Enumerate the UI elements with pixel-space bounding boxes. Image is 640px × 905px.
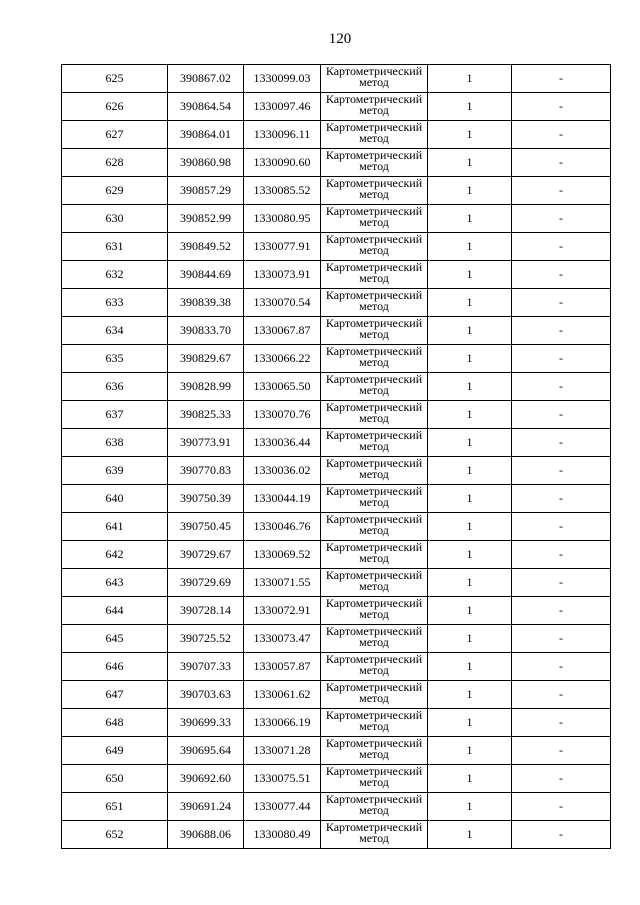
method-line-1: Картометрический [325, 736, 423, 750]
note-cell: - [512, 765, 611, 793]
point-number-cell: 627 [62, 121, 168, 149]
table-row [62, 709, 611, 737]
table-row [62, 317, 611, 345]
method-cell [321, 261, 428, 289]
method-line-1: Картометрический [325, 820, 423, 834]
method-line-1: Картометрический [325, 680, 423, 694]
table-row [62, 513, 611, 541]
accuracy-cell: 1 [428, 121, 512, 149]
point-number-cell: 631 [62, 233, 168, 261]
y-coordinate-cell: 1330061.62 [244, 681, 321, 709]
method-line-1: Картометрический [325, 456, 423, 470]
table-row [62, 289, 611, 317]
method-cell [321, 793, 428, 821]
method-line-1: Картометрический [325, 568, 423, 582]
method-cell [321, 513, 428, 541]
table-row [62, 625, 611, 653]
accuracy-cell: 1 [428, 485, 512, 513]
method-line-2: метод [359, 159, 389, 173]
note-cell: - [512, 289, 611, 317]
accuracy-cell: 1 [428, 597, 512, 625]
method-line-2: метод [359, 187, 389, 201]
method-cell [321, 821, 428, 849]
method-cell [321, 485, 428, 513]
method-line-2: метод [359, 103, 389, 117]
accuracy-cell: 1 [428, 709, 512, 737]
note-cell: - [512, 793, 611, 821]
method-line-2: метод [359, 131, 389, 145]
note-cell: - [512, 597, 611, 625]
note-cell: - [512, 401, 611, 429]
x-coordinate-cell: 390750.45 [168, 513, 244, 541]
method-line-1: Картометрический [325, 652, 423, 666]
table-row [62, 485, 611, 513]
accuracy-cell: 1 [428, 317, 512, 345]
method-line-2: метод [359, 411, 389, 425]
point-number-cell: 641 [62, 513, 168, 541]
y-coordinate-cell: 1330075.51 [244, 765, 321, 793]
method-cell [321, 429, 428, 457]
accuracy-cell: 1 [428, 569, 512, 597]
method-cell [321, 177, 428, 205]
table-row [62, 569, 611, 597]
accuracy-cell: 1 [428, 513, 512, 541]
x-coordinate-cell: 390691.24 [168, 793, 244, 821]
method-cell [321, 205, 428, 233]
note-cell: - [512, 121, 611, 149]
note-cell: - [512, 429, 611, 457]
x-coordinate-cell: 390833.70 [168, 317, 244, 345]
table-row [62, 429, 611, 457]
x-coordinate-cell: 390699.33 [168, 709, 244, 737]
point-number-cell: 626 [62, 93, 168, 121]
method-line-1: Картометрический [325, 428, 423, 442]
note-cell: - [512, 457, 611, 485]
y-coordinate-cell: 1330071.55 [244, 569, 321, 597]
point-number-cell: 637 [62, 401, 168, 429]
method-line-1: Картометрический [325, 232, 423, 246]
x-coordinate-cell: 390729.69 [168, 569, 244, 597]
x-coordinate-cell: 390729.67 [168, 541, 244, 569]
accuracy-cell: 1 [428, 821, 512, 849]
method-line-2: метод [359, 719, 389, 733]
x-coordinate-cell: 390844.69 [168, 261, 244, 289]
note-cell: - [512, 345, 611, 373]
note-cell: - [512, 681, 611, 709]
method-cell [321, 233, 428, 261]
method-line-1: Картометрический [325, 92, 423, 106]
accuracy-cell: 1 [428, 765, 512, 793]
point-number-cell: 632 [62, 261, 168, 289]
table-row [62, 345, 611, 373]
table-row [62, 149, 611, 177]
point-number-cell: 635 [62, 345, 168, 373]
method-line-1: Картометрический [325, 708, 423, 722]
table-row [62, 177, 611, 205]
method-line-1: Картометрический [325, 624, 423, 638]
x-coordinate-cell: 390688.06 [168, 821, 244, 849]
x-coordinate-cell: 390770.83 [168, 457, 244, 485]
y-coordinate-cell: 1330036.02 [244, 457, 321, 485]
note-cell: - [512, 541, 611, 569]
point-number-cell: 645 [62, 625, 168, 653]
y-coordinate-cell: 1330072.91 [244, 597, 321, 625]
accuracy-cell: 1 [428, 653, 512, 681]
y-coordinate-cell: 1330070.76 [244, 401, 321, 429]
coordinates-table [61, 64, 611, 849]
point-number-cell: 633 [62, 289, 168, 317]
method-line-2: метод [359, 579, 389, 593]
x-coordinate-cell: 390725.52 [168, 625, 244, 653]
note-cell: - [512, 737, 611, 765]
table-row [62, 541, 611, 569]
method-cell [321, 121, 428, 149]
method-line-1: Картометрический [325, 540, 423, 554]
y-coordinate-cell: 1330080.95 [244, 205, 321, 233]
table-row [62, 121, 611, 149]
method-cell [321, 737, 428, 765]
method-line-1: Картометрический [325, 260, 423, 274]
method-line-2: метод [359, 663, 389, 677]
method-line-2: метод [359, 299, 389, 313]
table-row [62, 737, 611, 765]
method-cell [321, 625, 428, 653]
note-cell: - [512, 373, 611, 401]
method-line-1: Картометрический [325, 344, 423, 358]
table-row [62, 261, 611, 289]
method-line-2: метод [359, 747, 389, 761]
note-cell: - [512, 317, 611, 345]
table-row [62, 205, 611, 233]
method-line-2: метод [359, 467, 389, 481]
note-cell: - [512, 93, 611, 121]
method-cell [321, 93, 428, 121]
method-line-2: метод [359, 635, 389, 649]
page-number: 120 [328, 31, 352, 47]
method-cell [321, 765, 428, 793]
method-cell [321, 653, 428, 681]
x-coordinate-cell: 390703.63 [168, 681, 244, 709]
point-number-cell: 634 [62, 317, 168, 345]
point-number-cell: 629 [62, 177, 168, 205]
method-cell [321, 373, 428, 401]
point-number-cell: 647 [62, 681, 168, 709]
method-cell [321, 569, 428, 597]
y-coordinate-cell: 1330077.91 [244, 233, 321, 261]
method-line-2: метод [359, 495, 389, 509]
note-cell: - [512, 205, 611, 233]
point-number-cell: 643 [62, 569, 168, 597]
note-cell: - [512, 65, 611, 93]
note-cell: - [512, 177, 611, 205]
point-number-cell: 638 [62, 429, 168, 457]
method-line-2: метод [359, 271, 389, 285]
y-coordinate-cell: 1330073.47 [244, 625, 321, 653]
point-number-cell: 650 [62, 765, 168, 793]
method-cell [321, 457, 428, 485]
method-line-2: метод [359, 243, 389, 257]
y-coordinate-cell: 1330057.87 [244, 653, 321, 681]
table-row [62, 821, 611, 849]
y-coordinate-cell: 1330036.44 [244, 429, 321, 457]
method-line-2: метод [359, 439, 389, 453]
method-cell [321, 597, 428, 625]
table-row [62, 597, 611, 625]
point-number-cell: 644 [62, 597, 168, 625]
accuracy-cell: 1 [428, 65, 512, 93]
method-line-2: метод [359, 803, 389, 817]
table-row [62, 65, 611, 93]
x-coordinate-cell: 390829.67 [168, 345, 244, 373]
point-number-cell: 636 [62, 373, 168, 401]
point-number-cell: 628 [62, 149, 168, 177]
table-row [62, 233, 611, 261]
x-coordinate-cell: 390860.98 [168, 149, 244, 177]
method-line-1: Картометрический [325, 176, 423, 190]
table-row [62, 793, 611, 821]
y-coordinate-cell: 1330077.44 [244, 793, 321, 821]
method-line-1: Картометрический [325, 64, 423, 78]
point-number-cell: 648 [62, 709, 168, 737]
point-number-cell: 630 [62, 205, 168, 233]
y-coordinate-cell: 1330085.52 [244, 177, 321, 205]
accuracy-cell: 1 [428, 177, 512, 205]
y-coordinate-cell: 1330065.50 [244, 373, 321, 401]
y-coordinate-cell: 1330066.19 [244, 709, 321, 737]
note-cell: - [512, 625, 611, 653]
accuracy-cell: 1 [428, 205, 512, 233]
accuracy-cell: 1 [428, 261, 512, 289]
point-number-cell: 651 [62, 793, 168, 821]
note-cell: - [512, 709, 611, 737]
method-line-2: метод [359, 327, 389, 341]
x-coordinate-cell: 390825.33 [168, 401, 244, 429]
method-line-1: Картометрический [325, 596, 423, 610]
y-coordinate-cell: 1330097.46 [244, 93, 321, 121]
y-coordinate-cell: 1330066.22 [244, 345, 321, 373]
method-line-2: метод [359, 831, 389, 845]
note-cell: - [512, 569, 611, 597]
method-line-2: метод [359, 383, 389, 397]
note-cell: - [512, 513, 611, 541]
note-cell: - [512, 485, 611, 513]
method-cell [321, 149, 428, 177]
table-row [62, 765, 611, 793]
table-row [62, 93, 611, 121]
method-line-1: Картометрический [325, 764, 423, 778]
accuracy-cell: 1 [428, 93, 512, 121]
x-coordinate-cell: 390857.29 [168, 177, 244, 205]
point-number-cell: 639 [62, 457, 168, 485]
method-line-1: Картометрический [325, 120, 423, 134]
accuracy-cell: 1 [428, 681, 512, 709]
table-row [62, 373, 611, 401]
accuracy-cell: 1 [428, 233, 512, 261]
method-line-2: метод [359, 691, 389, 705]
accuracy-cell: 1 [428, 345, 512, 373]
method-line-2: метод [359, 775, 389, 789]
point-number-cell: 649 [62, 737, 168, 765]
method-line-2: метод [359, 355, 389, 369]
method-line-1: Картометрический [325, 400, 423, 414]
x-coordinate-cell: 390839.38 [168, 289, 244, 317]
method-line-1: Картометрический [325, 484, 423, 498]
method-cell [321, 345, 428, 373]
y-coordinate-cell: 1330046.76 [244, 513, 321, 541]
x-coordinate-cell: 390864.01 [168, 121, 244, 149]
method-line-1: Картометрический [325, 792, 423, 806]
method-cell [321, 541, 428, 569]
method-line-2: метод [359, 551, 389, 565]
method-line-1: Картометрический [325, 512, 423, 526]
y-coordinate-cell: 1330099.03 [244, 65, 321, 93]
accuracy-cell: 1 [428, 429, 512, 457]
point-number-cell: 642 [62, 541, 168, 569]
method-line-2: метод [359, 215, 389, 229]
coordinates-table-body [62, 65, 611, 849]
method-line-1: Картометрический [325, 372, 423, 386]
note-cell: - [512, 261, 611, 289]
method-line-1: Картометрический [325, 148, 423, 162]
point-number-cell: 646 [62, 653, 168, 681]
point-number-cell: 640 [62, 485, 168, 513]
x-coordinate-cell: 390867.02 [168, 65, 244, 93]
x-coordinate-cell: 390707.33 [168, 653, 244, 681]
method-line-1: Картометрический [325, 288, 423, 302]
method-line-1: Картометрический [325, 316, 423, 330]
note-cell: - [512, 149, 611, 177]
method-cell [321, 65, 428, 93]
accuracy-cell: 1 [428, 625, 512, 653]
x-coordinate-cell: 390695.64 [168, 737, 244, 765]
table-row [62, 653, 611, 681]
method-line-1: Картометрический [325, 204, 423, 218]
method-cell [321, 289, 428, 317]
accuracy-cell: 1 [428, 373, 512, 401]
x-coordinate-cell: 390828.99 [168, 373, 244, 401]
point-number-cell: 625 [62, 65, 168, 93]
accuracy-cell: 1 [428, 793, 512, 821]
accuracy-cell: 1 [428, 737, 512, 765]
table-row [62, 401, 611, 429]
point-number-cell: 652 [62, 821, 168, 849]
x-coordinate-cell: 390728.14 [168, 597, 244, 625]
y-coordinate-cell: 1330069.52 [244, 541, 321, 569]
note-cell: - [512, 821, 611, 849]
x-coordinate-cell: 390750.39 [168, 485, 244, 513]
y-coordinate-cell: 1330044.19 [244, 485, 321, 513]
accuracy-cell: 1 [428, 289, 512, 317]
accuracy-cell: 1 [428, 401, 512, 429]
method-line-2: метод [359, 523, 389, 537]
x-coordinate-cell: 390773.91 [168, 429, 244, 457]
method-cell [321, 317, 428, 345]
y-coordinate-cell: 1330080.49 [244, 821, 321, 849]
note-cell: - [512, 233, 611, 261]
method-cell [321, 401, 428, 429]
y-coordinate-cell: 1330073.91 [244, 261, 321, 289]
table-row [62, 681, 611, 709]
method-cell [321, 709, 428, 737]
x-coordinate-cell: 390849.52 [168, 233, 244, 261]
y-coordinate-cell: 1330090.60 [244, 149, 321, 177]
note-cell: - [512, 653, 611, 681]
method-line-2: метод [359, 607, 389, 621]
method-cell [321, 681, 428, 709]
accuracy-cell: 1 [428, 149, 512, 177]
accuracy-cell: 1 [428, 541, 512, 569]
method-line-2: метод [359, 75, 389, 89]
x-coordinate-cell: 390864.54 [168, 93, 244, 121]
y-coordinate-cell: 1330067.87 [244, 317, 321, 345]
table-row [62, 457, 611, 485]
x-coordinate-cell: 390852.99 [168, 205, 244, 233]
x-coordinate-cell: 390692.60 [168, 765, 244, 793]
accuracy-cell: 1 [428, 457, 512, 485]
y-coordinate-cell: 1330071.28 [244, 737, 321, 765]
y-coordinate-cell: 1330096.11 [244, 121, 321, 149]
y-coordinate-cell: 1330070.54 [244, 289, 321, 317]
